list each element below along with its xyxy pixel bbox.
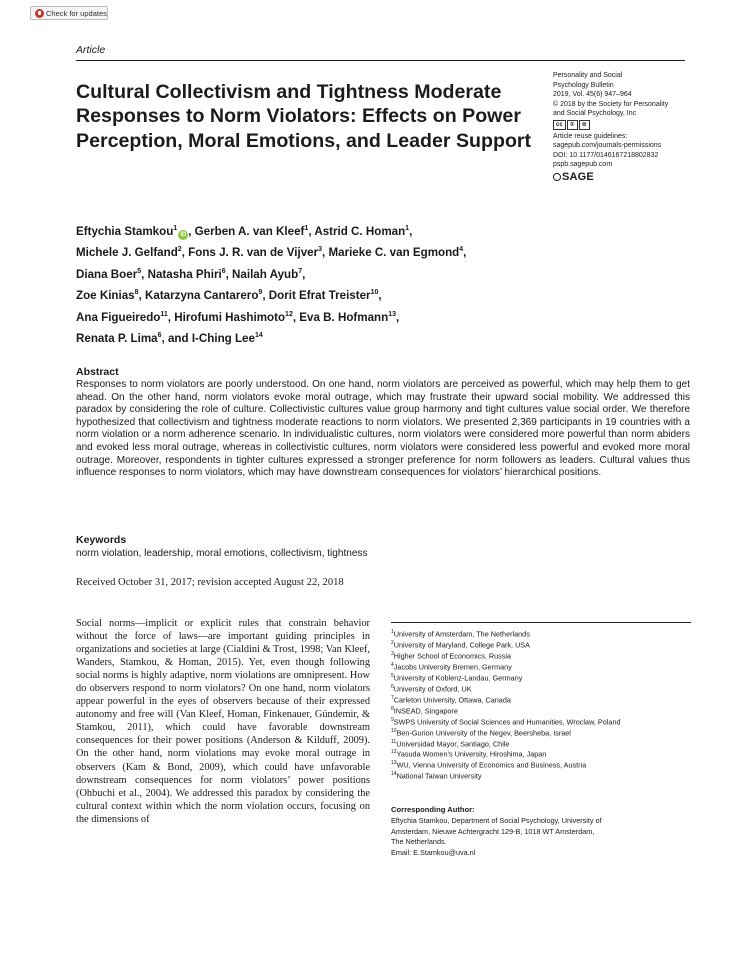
journal-info bbox=[553, 71, 693, 182]
check-for-updates-button[interactable] bbox=[30, 6, 108, 20]
abstract-text: Responses to norm violators are poorly understood. On one hand, norm violators are perceived as powerful, which may help them to get ahead. On the other hand, norm violators evoke moral outrage, which may frustrate their upward social mobility. We addressed this paradox by considering the role of culture. Collectivistic cultures value group harmony and tight cultures value social order. We therefore hypothesized that collectivism and tightness moderate reactions to norm violators. We presented 2,369 participants in 19 countries with a norm violation or a norm adherence scenario. In individualistic cultures, norm violators were considered more powerful than norm abiders and evoked less moral outrage, whereas in collectivistic cultures, norm violators were considered less powerful and evoked more moral outrage. Moreover, respondents in tighter cultures expressed a stronger preference for norm followers as leaders. Cultural values thus influence responses to norm violators, which may have downstream consequences for violators’ hierarchical positions. bbox=[76, 379, 690, 479]
author-name: Marieke C. van Egmond bbox=[328, 246, 460, 260]
update-icon bbox=[35, 9, 44, 18]
affiliation-item: $^7$Carleton University, Ottawa, Canada bbox=[391, 694, 511, 705]
author-name: I-Ching Lee bbox=[191, 332, 255, 346]
keywords-heading: Keywords bbox=[76, 534, 127, 546]
author-affiliation-mark: 1 bbox=[173, 225, 178, 232]
author-affiliation-mark: 1 bbox=[405, 225, 410, 232]
author-name: Natasha Phiri bbox=[147, 267, 222, 281]
corresponding-address-line: The Netherlands. bbox=[391, 837, 447, 847]
corresponding-address-line: Eftychia Stamkou, Department of Social Psychology, University of bbox=[391, 816, 602, 825]
paper-title: Cultural Collectivism and Tightness Moderate Responses to Norm Violators: Effects on Power Perception, Moral Emotions, and Leader Support bbox=[76, 81, 532, 152]
author-name: Diana Boer bbox=[76, 267, 138, 281]
author-affiliation-mark: 13 bbox=[388, 310, 396, 318]
author-name: Eva B. Hofmann bbox=[299, 310, 389, 324]
author-affiliation-mark: 6 bbox=[221, 267, 226, 275]
author-name: Dorit Efrat Treister bbox=[268, 289, 371, 303]
journal-volume: 2019, Vol. 45(6) 947–964 bbox=[553, 91, 632, 98]
corresponding-author-heading: Corresponding Author: bbox=[391, 805, 475, 814]
corresponding-address-line: Amsterdam, Nieuwe Achtergracht 129-B, 1018 WT Amsterdam, bbox=[391, 826, 595, 836]
author-affiliation-mark: 2 bbox=[177, 246, 182, 254]
article-type-label: Article bbox=[76, 44, 106, 56]
sage-logo: SAGE bbox=[553, 173, 693, 183]
author-affiliation-mark: 6 bbox=[157, 332, 162, 340]
author-name: Michele J. Gelfand bbox=[76, 246, 178, 260]
author-name: Katarzyna Cantarero bbox=[145, 289, 259, 303]
affiliation-item: $^{11}$Universidad Mayor, Santiago, Chile bbox=[391, 738, 510, 748]
affiliation-item: $^6$University of Oxford, UK bbox=[391, 683, 472, 694]
author-affiliation-mark: 1 bbox=[304, 225, 309, 232]
copyright-line: © 2018 by the Society for Personality bbox=[553, 100, 669, 108]
author-name: Fons J. R. van de Vijver bbox=[188, 246, 319, 260]
keywords-text: norm violation, leadership, moral emotions, collectivism, tightness bbox=[76, 548, 368, 559]
author-name: Zoe Kinias bbox=[76, 289, 135, 303]
author-affiliation-mark: 7 bbox=[298, 267, 303, 275]
affiliation-item: $^9$SWPS University of Social Sciences and Humanities, Wroclaw, Poland bbox=[391, 716, 621, 727]
affiliation-item: $^1$University of Amsterdam, The Netherlands bbox=[391, 629, 530, 639]
author-affiliation-mark: 4 bbox=[459, 246, 464, 254]
orcid-icon[interactable]: iD bbox=[180, 231, 187, 238]
author-name: Hirofumi Hashimoto bbox=[174, 310, 286, 324]
journal-name-line: Psychology Bulletin bbox=[553, 81, 614, 89]
affiliation-item: $^4$Jacobs University Bremen, Germany bbox=[391, 661, 512, 672]
author-name: Nailah Ayub bbox=[232, 267, 299, 281]
affiliation-item: $^{12}$Yasuda Women’s University, Hiroshima, Japan bbox=[391, 749, 547, 759]
sage-logo-icon bbox=[553, 173, 561, 181]
corresponding-email[interactable]: Email: E.Stamkou@uva.nl bbox=[391, 847, 476, 857]
affiliation-item: $^{10}$Ben-Gurion University of the Negev, Beersheba, Israel bbox=[391, 727, 571, 737]
author-affiliation-mark: 9 bbox=[258, 289, 263, 297]
author-name: Ana Figueiredo bbox=[76, 310, 161, 324]
author-affiliation-mark: 10 bbox=[370, 289, 379, 297]
author-affiliation-mark: 11 bbox=[160, 310, 168, 318]
reuse-label: Article reuse guidelines: bbox=[553, 132, 628, 140]
header-rule bbox=[76, 60, 685, 61]
reuse-link[interactable]: sagepub.com/journals-permissions bbox=[553, 142, 662, 149]
journal-name-line: Personality and Social bbox=[553, 72, 623, 79]
author-list: Eftychia Stamkou$^1$iD , Gerben A. van Kleef$^1$, Astrid C. Homan$^1$, Michele J. Gelfand$^2$, Fons J. R. van de Vijver$^3$, Marieke C. van Egmond$^4$, Diana Boer$^5$, Natasha Phiri$^6$, Nailah Ayub$^7$, Zoe Kinias$^8$, Katarzyna Cantarero$^9$, Dorit Efrat Treister$^{10}$, Ana Figueiredo$^{11}$, Hirofumi Hashimoto$^{12}$, Eva B. Hofmann$^{13}$, Renata P. Lima$^6$, and I-Ching Lee$^{14}$ bbox=[76, 224, 467, 346]
copyright-line: and Social Psychology, Inc bbox=[553, 110, 637, 117]
affiliation-item: $^{13}$WU, Vienna University of Economics and Business, Austria bbox=[391, 760, 587, 770]
affiliations bbox=[391, 628, 691, 781]
author-affiliation-mark: 3 bbox=[318, 246, 323, 254]
author-name: Renata P. Lima bbox=[76, 332, 158, 346]
doi-link[interactable]: DOI: 10.1177/0146167218802832 bbox=[553, 151, 659, 159]
corresponding-author-details bbox=[391, 816, 691, 858]
creative-commons-icon: cc ① ⊜ bbox=[553, 120, 591, 130]
author-affiliation-mark: 5 bbox=[137, 267, 142, 275]
received-dates: Received October 31, 2017; revision accepted August 22, 2018 bbox=[76, 577, 344, 588]
affiliation-item: $^8$INSEAD, Singapore bbox=[391, 705, 458, 716]
author-name: Eftychia Stamkou bbox=[76, 224, 174, 238]
body-text: Social norms—implicit or explicit rules that constrain behavior without the force of laws—are important guiding principles in organizations and societies at large (Cialdini & Trost, 1998; Van Kleef, Wanders, Stamkou, & Homan, 2015). Yet, even though following social norms is highly adaptive, norm violations are omnipresent. How do observers respond to norm violators? On one hand, norm violators appear powerful in the eyes of observers because of their expressed autonomy and free will (Van Kleef, Homan, Finkenauer, Gündemir, & Stamkou, 2011), which could have favorable downstream consequences for their power positions (Anderson & Kilduff, 2009). On the other hand, norm violations may evoke moral outrage in observers (Kam & Bond, 2009), which could have unfavorable downstream consequences for norm violators’ power positions (Ohbuchi et al., 2004). We addressed this paradox by considering the cultural context within which the norm violation occurs, focusing on the dimensions of bbox=[76, 618, 370, 825]
affiliation-item: $^5$University of Koblenz-Landau, Germany bbox=[391, 672, 523, 683]
journal-site-link[interactable]: pspb.sagepub.com bbox=[553, 161, 613, 168]
affiliation-item: $^2$University of Maryland, College Park, USA bbox=[391, 639, 530, 650]
author-name: Astrid C. Homan bbox=[314, 224, 406, 238]
author-name: Gerben A. van Kleef bbox=[194, 224, 305, 238]
author-affiliation-mark: 12 bbox=[285, 310, 293, 318]
footnote-rule bbox=[391, 622, 691, 623]
affiliation-item: $^{14}$National Taiwan University bbox=[391, 771, 482, 781]
abstract-heading: Abstract bbox=[76, 366, 119, 378]
author-affiliation-mark: 14 bbox=[254, 332, 263, 340]
affiliation-item: $^3$Higher School of Economics, Russia bbox=[391, 650, 512, 661]
author-affiliation-mark: 8 bbox=[134, 289, 139, 297]
check-for-updates-label: Check for updates bbox=[46, 9, 107, 18]
